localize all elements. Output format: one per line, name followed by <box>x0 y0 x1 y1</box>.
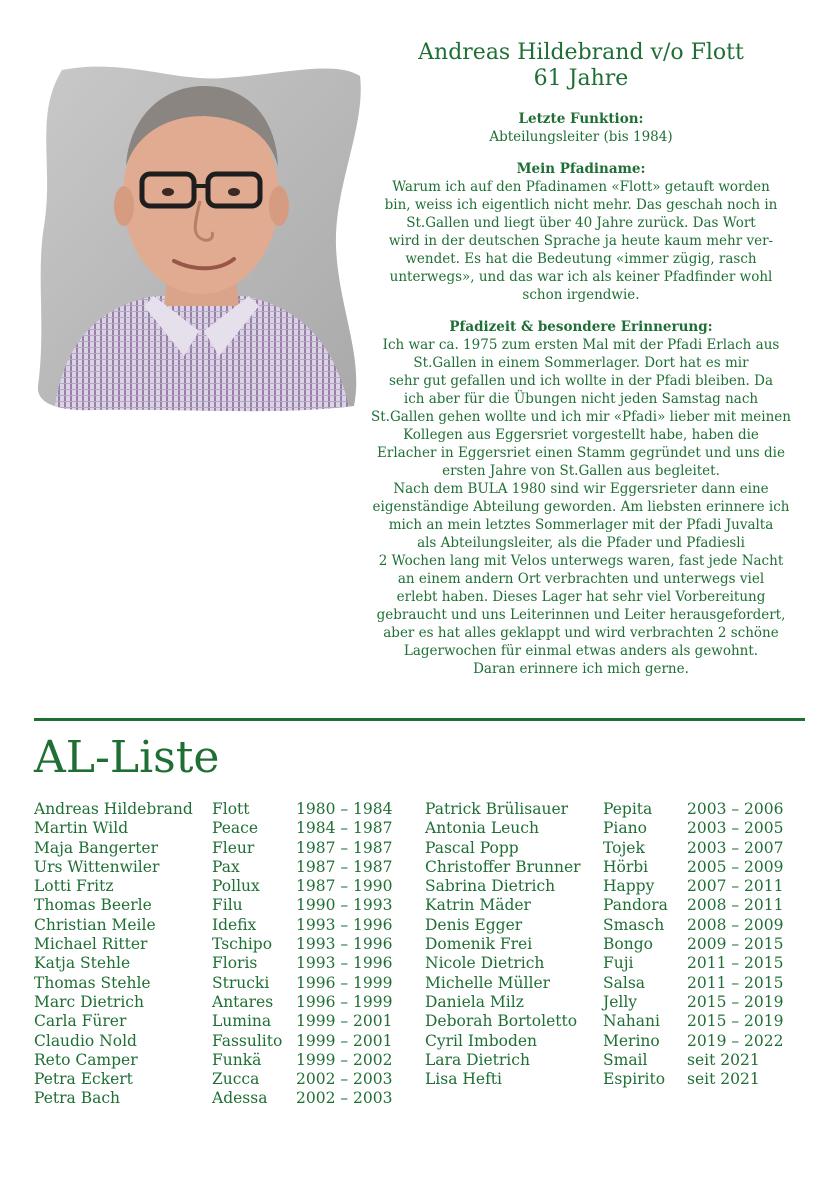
leader-nickname: Peace <box>212 819 259 838</box>
list-item <box>425 954 787 973</box>
portrait-photo <box>34 56 366 412</box>
leader-years: 2002 – 2003 <box>296 1089 393 1108</box>
leader-name: Claudio Nold <box>34 1031 137 1050</box>
leader-name: Carla Fürer <box>34 1012 127 1031</box>
leader-nickname: Jelly <box>603 992 638 1011</box>
text-line: unterwegs», und das war ich als keiner Pfadfinder wohl <box>389 269 773 285</box>
leader-nickname: Adessa <box>212 1089 268 1108</box>
text-line: erlebt haben. Dieses Lager hat sehr viel Vorbereitung <box>396 589 766 605</box>
list-item <box>425 896 787 915</box>
text-line: eigenständige Abteilung geworden. Am liebsten erinnere ich <box>372 499 790 515</box>
text-line: St.Gallen in einem Sommerlager. Dort hat es mir <box>413 355 749 371</box>
leader-name: Sabrina Dietrich <box>425 877 556 896</box>
text-line: ich aber für die Übungen nicht jeden Samstag nach <box>403 391 759 407</box>
leader-years: 1999 – 2001 <box>296 1012 393 1031</box>
list-item <box>34 993 396 1012</box>
list-item <box>34 974 396 993</box>
list-item <box>425 1070 787 1089</box>
text-line: Ich war ca. 1975 zum ersten Mal mit der Pfadi Erlach aus <box>382 337 780 353</box>
leader-nickname: Flott <box>212 800 250 818</box>
leader-nickname: Zucca <box>212 1070 260 1089</box>
text-line: wird in der deutschen Sprache ja heute kaum mehr ver- <box>388 233 774 249</box>
list-item <box>34 800 396 819</box>
leader-years: 2005 – 2009 <box>687 857 784 876</box>
leader-name: Petra Eckert <box>34 1070 133 1089</box>
leader-nickname: Smail <box>603 1050 648 1069</box>
leader-name: Martin Wild <box>34 819 129 838</box>
leader-name: Thomas Stehle <box>34 973 151 992</box>
leader-name: Christian Meile <box>34 915 156 934</box>
leader-years: 1993 – 1996 <box>296 935 393 954</box>
list-item <box>425 1051 787 1070</box>
leader-years: 1999 – 2001 <box>296 1031 393 1050</box>
leader-years: 1996 – 1999 <box>296 973 393 992</box>
list-item <box>425 800 787 819</box>
leader-years: 1990 – 1993 <box>296 896 393 915</box>
scout-name-heading: Mein Pfadiname: <box>516 161 646 177</box>
text-line: wendet. Es hat die Bedeutung «immer zügig, rasch <box>405 251 757 267</box>
text-line: bin, weiss ich eigentlich nicht mehr. Das geschah noch in <box>384 197 778 213</box>
leader-nickname: Tschipo <box>212 935 273 954</box>
list-item <box>425 819 787 838</box>
leader-years: 2007 – 2011 <box>687 877 784 896</box>
al-list-right-column <box>425 800 787 1089</box>
list-item <box>34 1032 396 1051</box>
leader-name: Thomas Beerle <box>34 896 152 915</box>
person-name: Andreas Hildebrand v/o Flott <box>418 40 744 65</box>
leader-years: 2003 – 2005 <box>687 819 784 838</box>
leader-nickname: Happy <box>603 877 655 896</box>
leader-name: Cyril Imboden <box>425 1031 538 1050</box>
text-line: Lagerwochen für einmal etwas anders als gewohnt. <box>403 643 759 659</box>
leader-name: Domenik Frei <box>425 935 533 954</box>
list-item <box>425 1012 787 1031</box>
leader-name: Patrick Brülisauer <box>425 800 569 818</box>
leader-years: 2003 – 2006 <box>687 800 784 818</box>
leader-nickname: Funkä <box>212 1050 262 1069</box>
text-line: Daran erinnere ich mich gerne. <box>473 661 689 677</box>
list-item <box>34 839 396 858</box>
list-item <box>34 1089 396 1108</box>
memory-text <box>346 336 816 678</box>
leader-years: 1984 – 1987 <box>296 819 393 838</box>
leader-years: 1980 – 1984 <box>296 800 393 818</box>
leader-name: Andreas Hildebrand <box>34 800 193 818</box>
al-list-title: AL-Liste <box>34 732 220 783</box>
list-item <box>34 954 396 973</box>
profile-section <box>346 40 816 678</box>
leader-name: Deborah Bortoletto <box>425 1012 578 1031</box>
leader-years: 2008 – 2009 <box>687 915 784 934</box>
text-line: an einem andern Ort verbrachten und unterwegs viel <box>397 571 765 587</box>
leader-name: Lotti Fritz <box>34 877 114 896</box>
leader-nickname: Pollux <box>212 877 260 896</box>
leader-years: 2015 – 2019 <box>687 1012 784 1031</box>
memory-heading: Pfadizeit & besondere Erinnerung: <box>449 319 713 335</box>
leader-nickname: Espirito <box>603 1070 666 1089</box>
list-item <box>425 993 787 1012</box>
leader-name: Katrin Mäder <box>425 896 531 915</box>
leader-years: 1987 – 1987 <box>296 857 393 876</box>
text-line: aber es hat alles geklappt und wird verbrachten 2 schöne <box>383 625 779 641</box>
leader-name: Christoffer Brunner <box>425 857 581 876</box>
list-item <box>425 916 787 935</box>
list-item <box>34 1070 396 1089</box>
text-line: schon irgendwie. <box>522 287 640 303</box>
leader-years: 1993 – 1996 <box>296 954 393 973</box>
list-item <box>34 1012 396 1031</box>
leader-name: Reto Camper <box>34 1050 138 1069</box>
leader-name: Maja Bangerter <box>34 838 159 857</box>
leader-years: 1987 – 1990 <box>296 877 393 896</box>
leader-nickname: Fuji <box>603 954 634 973</box>
leader-nickname: Smasch <box>603 915 665 934</box>
al-list-left-column <box>34 800 396 1109</box>
leader-nickname: Lumina <box>212 1012 272 1031</box>
leader-nickname: Pandora <box>603 896 668 915</box>
leader-name: Michelle Müller <box>425 973 551 992</box>
leader-years: 2003 – 2007 <box>687 838 784 857</box>
leader-name: Michael Ritter <box>34 935 148 954</box>
leader-name: Daniela Milz <box>425 992 524 1011</box>
list-item <box>425 935 787 954</box>
leader-years: 2002 – 2003 <box>296 1070 393 1089</box>
person-age: 61 Jahre <box>533 66 629 91</box>
text-line: Warum ich auf den Pfadinamen «Flott» getauft worden <box>392 179 770 195</box>
leader-nickname: Pepita <box>603 800 653 818</box>
list-item <box>34 1051 396 1070</box>
text-line: sehr gut gefallen und ich wollte in der Pfadi bleiben. Da <box>388 373 773 389</box>
leader-nickname: Nahani <box>603 1012 660 1031</box>
leader-years: 2009 – 2015 <box>687 935 784 954</box>
text-line: St.Gallen gehen wollte und ich mir «Pfadi» lieber mit meinen <box>370 409 791 425</box>
leader-name: Urs Wittenwiler <box>34 857 160 876</box>
leader-nickname: Tojek <box>603 838 645 857</box>
last-function-heading: Letzte Funktion: <box>518 111 644 127</box>
text-line: als Abteilungsleiter, als die Pfader und Pfadiesli <box>417 535 745 551</box>
list-item <box>34 935 396 954</box>
leader-nickname: Filu <box>212 896 243 915</box>
list-item <box>425 858 787 877</box>
leader-years: 1993 – 1996 <box>296 915 393 934</box>
leader-years: 2011 – 2015 <box>687 954 784 973</box>
leader-name: Antonia Leuch <box>425 819 539 838</box>
text-line: St.Gallen und liegt über 40 Jahre zurück. Das Wort <box>406 215 756 231</box>
list-item <box>425 1032 787 1051</box>
leader-nickname: Antares <box>212 992 274 1011</box>
leader-nickname: Fleur <box>212 838 255 857</box>
leader-nickname: Bongo <box>603 935 653 954</box>
text-line: 2 Wochen lang mit Velos unterwegs waren, fast jede Nacht <box>378 553 784 569</box>
list-item <box>425 974 787 993</box>
text-line: ersten Jahre von St.Gallen aus begleitet. <box>442 463 720 479</box>
leader-nickname: Idefix <box>212 915 257 934</box>
leader-nickname: Salsa <box>603 973 646 992</box>
leader-nickname: Fassulito <box>212 1031 283 1050</box>
leader-years: seit 2021 <box>687 1070 760 1089</box>
scout-name-text <box>346 178 816 304</box>
leader-name: Marc Dietrich <box>34 992 144 1011</box>
leader-name: Lara Dietrich <box>425 1050 530 1069</box>
leader-years: 2019 – 2022 <box>687 1031 784 1050</box>
last-function-text: Abteilungsleiter (bis 1984) <box>489 129 673 145</box>
list-item <box>34 858 396 877</box>
list-item <box>34 877 396 896</box>
list-item <box>34 819 396 838</box>
leader-name: Nicole Dietrich <box>425 954 545 973</box>
leader-years: 2008 – 2011 <box>687 896 784 915</box>
leader-name: Lisa Hefti <box>425 1070 502 1089</box>
text-line: Kollegen aus Eggersriet vorgestellt habe, haben die <box>403 427 759 443</box>
leader-name: Petra Bach <box>34 1089 121 1108</box>
leader-nickname: Floris <box>212 954 258 973</box>
leader-nickname: Pax <box>212 857 240 876</box>
leader-name: Pascal Popp <box>425 838 519 857</box>
list-item <box>425 877 787 896</box>
leader-years: 1987 – 1987 <box>296 838 393 857</box>
leader-years: 1996 – 1999 <box>296 992 393 1011</box>
leader-nickname: Piano <box>603 819 647 838</box>
leader-name: Denis Egger <box>425 915 523 934</box>
list-item <box>34 916 396 935</box>
text-line: mich an mein letztes Sommerlager mit der Pfadi Juvalta <box>388 517 774 533</box>
section-divider <box>34 718 805 721</box>
leader-years: 2015 – 2019 <box>687 992 784 1011</box>
leader-name: Katja Stehle <box>34 954 131 973</box>
list-item <box>425 839 787 858</box>
leader-years: 2011 – 2015 <box>687 973 784 992</box>
text-line: Erlacher in Eggersriet einen Stamm gegründet und uns die <box>377 445 785 461</box>
leader-nickname: Strucki <box>212 973 270 992</box>
text-line: Nach dem BULA 1980 sind wir Eggersrieter dann eine <box>393 481 769 497</box>
leader-years: seit 2021 <box>687 1050 760 1069</box>
leader-nickname: Merino <box>603 1031 660 1050</box>
leader-years: 1999 – 2002 <box>296 1050 393 1069</box>
text-line: gebraucht und uns Leiterinnen und Leiter herausgefordert, <box>376 607 786 623</box>
leader-nickname: Hörbi <box>603 857 649 876</box>
list-item <box>34 896 396 915</box>
